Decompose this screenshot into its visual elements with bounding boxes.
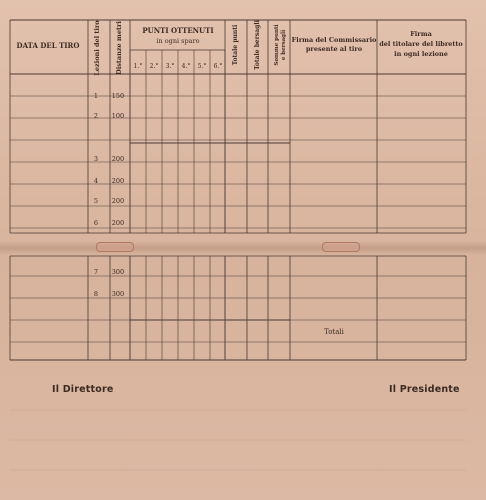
row-distance: 300 [111, 290, 125, 298]
row-lesson-number: 6 [93, 219, 99, 227]
row-distance: 200 [111, 155, 125, 163]
row-distance: 300 [111, 268, 125, 276]
row-lesson-number: 3 [93, 155, 99, 163]
header-firma-commissario-line1: Firma del Commissario [291, 36, 377, 44]
row-lesson-number: 4 [93, 177, 99, 185]
row-distance: 200 [111, 197, 125, 205]
shot-label-1: 1.° [133, 63, 143, 70]
shot-label-4: 4.° [181, 63, 191, 70]
header-somme-punti-line2: e bersagli [281, 29, 287, 61]
header-firma-titolare-line2: del titolare del libretto [379, 40, 463, 48]
shot-label-5: 5.° [197, 63, 207, 70]
row-distance: 200 [111, 177, 125, 185]
row-lesson-number: 1 [93, 92, 99, 100]
row-distance: 100 [111, 112, 125, 120]
header-data-del-tiro: DATA DEL TIRO [16, 41, 80, 50]
header-lezioni-del-tiro: Lezioni del tiro [93, 20, 101, 76]
signature-presidente: Il Presidente [389, 384, 460, 395]
header-totale-punti: Totale punti [232, 24, 239, 66]
header-firma-titolare-line3: in ogni lezione [394, 50, 448, 58]
row-lesson-number: 8 [93, 290, 99, 298]
row-distance: 150 [111, 92, 125, 100]
totali-label: Totali [324, 328, 344, 336]
signature-direttore: Il Direttore [52, 384, 114, 395]
row-lesson-number: 2 [93, 112, 99, 120]
header-firma-titolare-line1: Firma [410, 30, 432, 38]
row-distance: 200 [111, 219, 125, 227]
shot-label-2: 2.° [149, 63, 159, 70]
row-lesson-number: 7 [93, 268, 99, 276]
header-somme-punti-line1: Somme punti [274, 24, 280, 66]
row-lesson-number: 5 [93, 197, 99, 205]
shot-label-6: 6.° [213, 63, 223, 70]
header-distanze-metri: Distanze metri [115, 21, 123, 75]
header-punti-ottenuti: PUNTI OTTENUTI [142, 26, 214, 35]
header-in-ogni-sparo: in ogni sparo [156, 37, 200, 45]
header-firma-commissario-line2: presente al tiro [305, 45, 363, 53]
shot-label-3: 3.° [165, 63, 175, 70]
header-totale-bersagli: Totale bersagli [254, 20, 261, 70]
